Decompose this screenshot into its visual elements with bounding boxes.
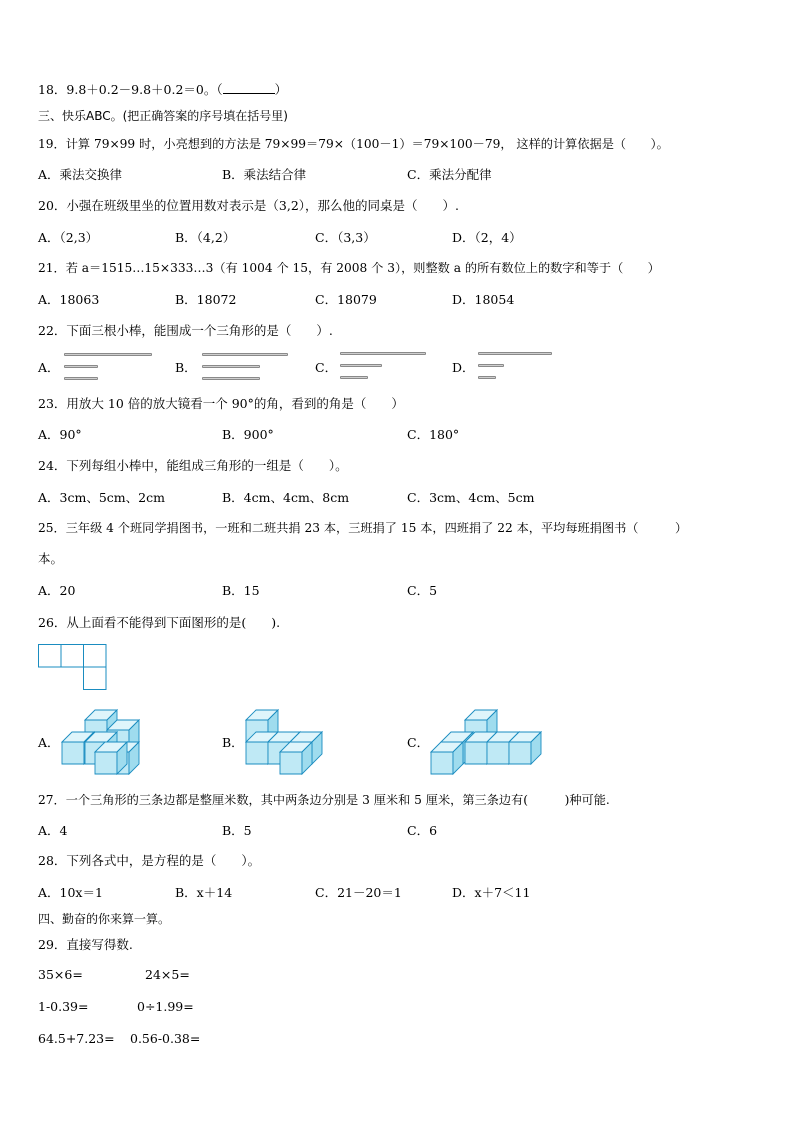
q28-option-d[interactable]: D．x＋7＜11 xyxy=(452,885,531,900)
stick xyxy=(478,364,504,367)
cube xyxy=(280,742,312,774)
calc-item: 0.56-0.38= xyxy=(130,1031,201,1046)
q28-option-b[interactable]: B．x＋14 xyxy=(175,885,233,900)
question-18-text: 18．9.8＋0.2－9.8＋0.2＝0。（ xyxy=(38,82,223,97)
section-4-heading: 四、勤奋的你来算一算。 xyxy=(38,912,171,926)
q25-option-a[interactable]: A．20 xyxy=(38,583,76,598)
calc-item: 24×5= xyxy=(145,967,190,982)
stick xyxy=(64,365,98,368)
q23-option-c[interactable]: C．180° xyxy=(407,427,460,442)
calc-item: 35×6= xyxy=(38,967,83,982)
q23-option-b[interactable]: B．900° xyxy=(222,427,274,442)
stick xyxy=(340,376,368,379)
q22-option-d[interactable]: D． xyxy=(452,360,475,375)
stick xyxy=(64,377,98,380)
question-28-text: 28．下列各式中，是方程的是（ ）。 xyxy=(38,853,261,868)
q21-option-c[interactable]: C．18079 xyxy=(315,292,377,307)
stick xyxy=(202,365,260,368)
q20-option-a[interactable]: A．（2,3） xyxy=(38,230,99,245)
question-22-text: 22．下面三根小棒，能围成一个三角形的是（ ）. xyxy=(38,323,333,338)
q21-option-a[interactable]: A．18063 xyxy=(38,292,100,307)
q19-option-c[interactable]: C．乘法分配律 xyxy=(407,167,492,182)
q21-option-b[interactable]: B．18072 xyxy=(175,292,237,307)
cube xyxy=(431,742,463,774)
answer-blank[interactable] xyxy=(223,82,275,94)
q24-option-a[interactable]: A．3cm、5cm、2cm xyxy=(38,490,165,505)
calc-item: 0÷1.99= xyxy=(137,999,194,1014)
stick xyxy=(340,364,382,367)
q26-option-b[interactable]: B． xyxy=(222,735,244,750)
cube xyxy=(95,742,127,774)
q22-option-b[interactable]: B． xyxy=(175,360,197,375)
section-3-heading: 三、快乐ABC。(把正确答案的序号填在括号里) xyxy=(38,109,288,123)
question-24-text: 24．下列每组小棒中，能组成三角形的一组是（ ）。 xyxy=(38,458,348,473)
q24-option-c[interactable]: C．3cm、4cm、5cm xyxy=(407,490,535,505)
q19-option-a[interactable]: A．乘法交换律 xyxy=(38,167,123,182)
cube-figure-a xyxy=(60,708,150,776)
q26-option-c[interactable]: C． xyxy=(407,735,430,750)
q22-option-c[interactable]: C． xyxy=(315,360,338,375)
question-29-text: 29．直接写得数. xyxy=(38,937,133,952)
question-26-text: 26．从上面看不能得到下面图形的是( ). xyxy=(38,615,281,630)
calc-item: 64.5+7.23= xyxy=(38,1031,115,1046)
q25-option-b[interactable]: B．15 xyxy=(222,583,260,598)
question-21-text: 21．若 a＝1515…15×333…3（有 1004 个 15，有 2008 个 3），则整数 a 的所有数位上的数字和等于（ ） xyxy=(38,261,660,275)
q21-option-d[interactable]: D．18054 xyxy=(452,292,515,307)
q28-option-c[interactable]: C．21－20＝1 xyxy=(315,885,402,900)
q25-option-c[interactable]: C．5 xyxy=(407,583,438,598)
q27-option-a[interactable]: A．4 xyxy=(38,823,68,838)
question-23-text: 23．用放大 10 倍的放大镜看一个 90°的角，看到的角是（ ） xyxy=(38,396,404,411)
question-20-text: 20．小强在班级里坐的位置用数对表示是（3,2），那么他的同桌是（ ）. xyxy=(38,198,460,213)
q27-option-b[interactable]: B．5 xyxy=(222,823,252,838)
question-18-close: ） xyxy=(274,82,288,97)
q20-option-d[interactable]: D．（2，4） xyxy=(452,230,522,245)
question-25-text: 25．三年级 4 个班同学捐图书，一班和二班共捐 23 本，三班捐了 15 本，四班捐了 22 本，平均每班捐图书（ ） xyxy=(38,521,688,535)
question-27-text: 27．一个三角形的三条边都是整厘米数，其中两条边分别是 3 厘米和 5 厘米，第三条边有( )种可能. xyxy=(38,793,610,807)
cube-figure-b xyxy=(244,708,334,776)
question-19-text: 19．计算 79×99 时，小亮想到的方法是 79×99＝79×（100－1）＝79×100－79， 这样的计算依据是（ ）。 xyxy=(38,137,669,151)
calc-item: 1-0.39= xyxy=(38,999,89,1014)
cube-figure-c xyxy=(429,708,554,776)
q28-option-a[interactable]: A．10x＝1 xyxy=(38,885,103,900)
stick xyxy=(478,352,552,355)
q20-option-b[interactable]: B．（4,2） xyxy=(175,230,236,245)
q27-option-c[interactable]: C．6 xyxy=(407,823,438,838)
stick xyxy=(202,353,288,356)
q23-option-a[interactable]: A．90° xyxy=(38,427,82,442)
stick xyxy=(64,353,152,356)
stick xyxy=(340,352,426,355)
q22-option-a[interactable]: A． xyxy=(38,360,60,375)
q20-option-c[interactable]: C．（3,3） xyxy=(315,230,376,245)
q19-option-b[interactable]: B．乘法结合律 xyxy=(222,167,307,182)
cube xyxy=(509,732,541,764)
top-view-grid xyxy=(38,644,108,692)
q24-option-b[interactable]: B．4cm、4cm、8cm xyxy=(222,490,350,505)
stick xyxy=(478,376,496,379)
question-25-text-cont: 本。 xyxy=(38,551,64,566)
stick xyxy=(202,377,260,380)
question-18 xyxy=(38,82,287,98)
q26-option-a[interactable]: A． xyxy=(38,735,60,750)
